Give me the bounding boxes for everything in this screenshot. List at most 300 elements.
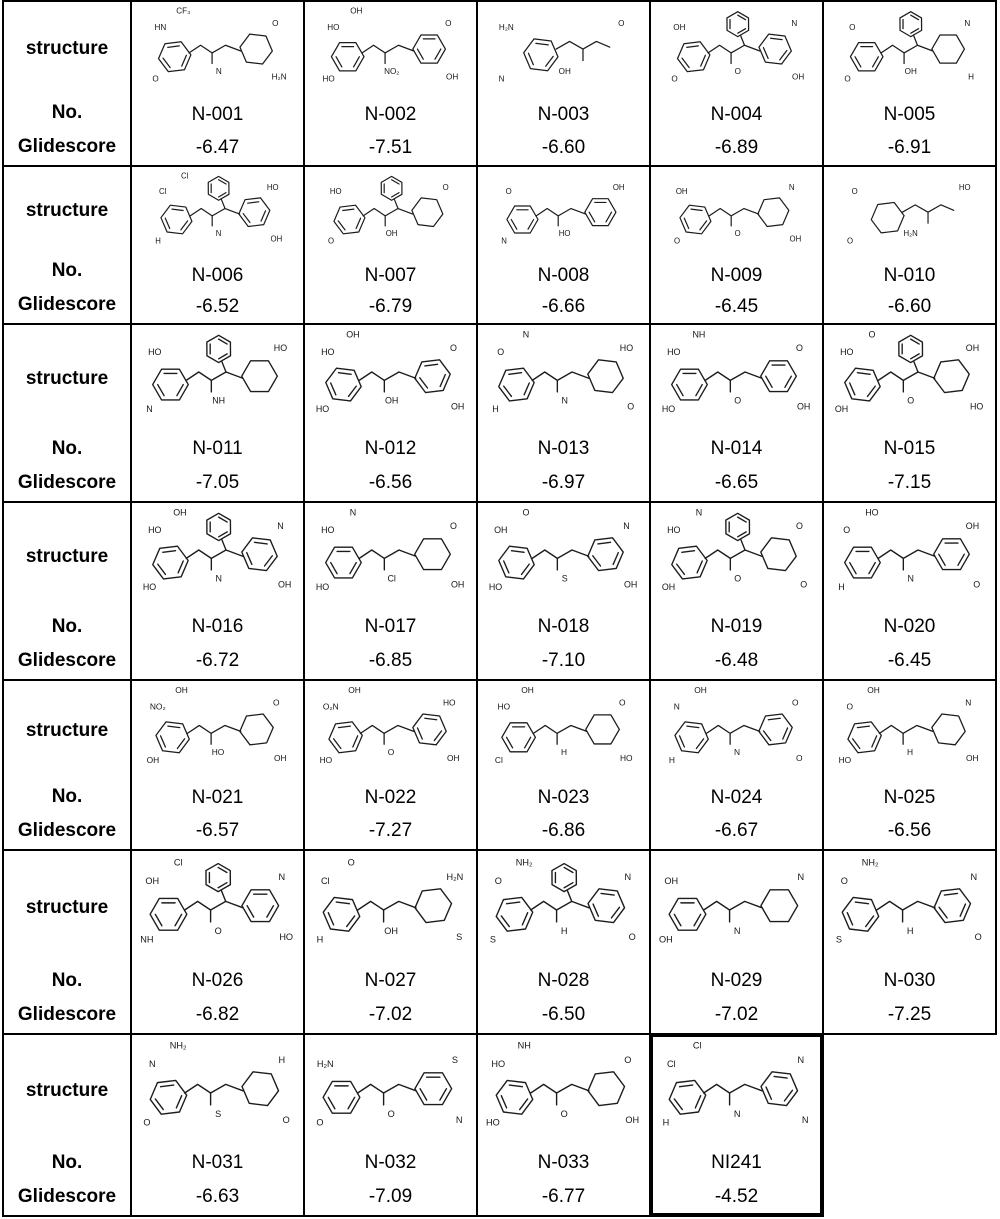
svg-text:Cl: Cl bbox=[321, 875, 331, 886]
svg-text:N: N bbox=[797, 1054, 805, 1065]
svg-text:N: N bbox=[970, 871, 978, 882]
svg-text:HO: HO bbox=[620, 753, 633, 764]
glidescore-value: -6.50 bbox=[541, 1004, 586, 1025]
glidescore-value: -7.10 bbox=[541, 650, 586, 671]
structure-drawing bbox=[651, 503, 822, 610]
compound-cell bbox=[822, 2, 995, 165]
svg-text:HO: HO bbox=[839, 347, 854, 358]
svg-text:OH: OH bbox=[834, 404, 849, 415]
svg-text:NH₂: NH₂ bbox=[862, 857, 880, 868]
compound-cell bbox=[476, 1035, 649, 1215]
svg-text:N: N bbox=[802, 1114, 809, 1125]
molecule-skeletal-drawing bbox=[657, 328, 816, 429]
svg-text:N: N bbox=[964, 19, 970, 29]
table-block-2 bbox=[2, 165, 997, 325]
molecule-skeletal-drawing bbox=[311, 506, 470, 607]
compound-no: N-015 bbox=[883, 437, 936, 459]
table-block-4 bbox=[2, 501, 997, 681]
svg-text:H: H bbox=[492, 404, 499, 415]
svg-text:O: O bbox=[848, 22, 856, 32]
svg-text:H: H bbox=[561, 747, 568, 758]
svg-text:HO: HO bbox=[322, 74, 335, 84]
compound-cell bbox=[303, 503, 476, 679]
no-row-label: No. bbox=[51, 969, 83, 991]
structure-drawing bbox=[824, 325, 995, 432]
glidescore-row-label: Glidescore bbox=[17, 294, 117, 315]
svg-text:O: O bbox=[388, 747, 395, 758]
svg-text:HO: HO bbox=[958, 182, 971, 192]
svg-text:N: N bbox=[788, 182, 795, 192]
svg-text:HO: HO bbox=[558, 228, 571, 238]
svg-text:O: O bbox=[152, 74, 159, 84]
structure-drawing bbox=[305, 851, 476, 964]
svg-text:N: N bbox=[965, 697, 972, 708]
glidescore-row-label: Glidescore bbox=[17, 472, 117, 493]
svg-text:NO₂: NO₂ bbox=[150, 701, 167, 712]
molecule-skeletal-drawing bbox=[488, 684, 638, 779]
compound-no: N-018 bbox=[537, 615, 590, 637]
svg-text:OH: OH bbox=[796, 401, 811, 412]
svg-text:HO: HO bbox=[142, 582, 157, 593]
compound-cell bbox=[822, 325, 995, 501]
no-row-label: No. bbox=[51, 101, 83, 123]
row-header-column bbox=[4, 851, 130, 1033]
structure-drawing bbox=[651, 2, 822, 100]
svg-text:O: O bbox=[497, 347, 505, 358]
glidescore-value: -6.67 bbox=[714, 820, 759, 842]
svg-text:H: H bbox=[278, 1054, 286, 1065]
svg-text:O: O bbox=[271, 19, 279, 29]
compound-no: N-012 bbox=[364, 437, 417, 459]
svg-text:HO: HO bbox=[443, 697, 457, 708]
svg-text:HO: HO bbox=[147, 525, 162, 536]
svg-text:O: O bbox=[868, 329, 876, 340]
svg-text:HO: HO bbox=[865, 507, 879, 518]
svg-text:H: H bbox=[967, 72, 974, 82]
svg-text:HO: HO bbox=[839, 755, 852, 766]
compound-cell bbox=[649, 503, 822, 679]
molecule-skeletal-drawing bbox=[837, 5, 983, 97]
molecule-skeletal-drawing bbox=[135, 1039, 299, 1143]
glidescore-value: -6.56 bbox=[368, 472, 413, 493]
table-block-5 bbox=[2, 679, 997, 851]
compound-cell bbox=[130, 503, 303, 679]
svg-text:S: S bbox=[836, 934, 843, 945]
glidescore-value: -6.66 bbox=[541, 295, 586, 317]
molecule-skeletal-drawing bbox=[830, 506, 989, 607]
structure-drawing bbox=[132, 325, 303, 432]
molecule-skeletal-drawing bbox=[318, 5, 464, 97]
svg-text:OH: OH bbox=[274, 753, 287, 764]
svg-text:OH: OH bbox=[175, 684, 189, 695]
svg-text:HO: HO bbox=[497, 701, 511, 712]
svg-text:O: O bbox=[627, 401, 634, 412]
structure-drawing bbox=[132, 167, 303, 261]
svg-text:HO: HO bbox=[491, 1058, 506, 1069]
compound-cell bbox=[130, 2, 303, 165]
compound-cell bbox=[476, 503, 649, 679]
svg-text:NO₂: NO₂ bbox=[383, 66, 400, 76]
molecule-skeletal-drawing bbox=[664, 5, 810, 97]
compound-no: N-026 bbox=[191, 969, 244, 991]
svg-text:O₂N: O₂N bbox=[323, 701, 340, 712]
glidescore-row-label: Glidescore bbox=[17, 1186, 117, 1207]
svg-text:OH: OH bbox=[348, 684, 362, 695]
compound-no: N-001 bbox=[191, 104, 244, 126]
molecule-skeletal-drawing bbox=[834, 684, 984, 779]
svg-text:O: O bbox=[348, 857, 356, 868]
compound-no: N-033 bbox=[537, 1151, 590, 1173]
svg-text:Cl: Cl bbox=[174, 857, 183, 868]
svg-text:O: O bbox=[800, 579, 807, 590]
glidescore-value: -6.47 bbox=[195, 137, 240, 158]
structure-drawing bbox=[824, 503, 995, 610]
molecule-skeletal-drawing bbox=[654, 1039, 818, 1143]
svg-text:S: S bbox=[561, 573, 568, 584]
structure-drawing bbox=[478, 325, 649, 432]
structure-drawing bbox=[132, 851, 303, 964]
svg-text:S: S bbox=[456, 931, 463, 942]
svg-text:HO: HO bbox=[666, 525, 681, 536]
svg-text:Cl: Cl bbox=[667, 1058, 677, 1069]
svg-text:H: H bbox=[907, 925, 914, 936]
svg-text:O: O bbox=[629, 931, 637, 942]
svg-text:O: O bbox=[975, 931, 983, 942]
svg-text:N: N bbox=[501, 236, 507, 246]
row-header-column bbox=[4, 2, 130, 165]
compound-no: N-030 bbox=[883, 969, 936, 991]
glidescore-value: -6.72 bbox=[195, 650, 240, 671]
svg-text:O: O bbox=[143, 1117, 151, 1128]
no-row-label: No. bbox=[51, 615, 83, 637]
svg-text:OH: OH bbox=[694, 684, 708, 695]
compound-no: N-023 bbox=[537, 786, 590, 808]
glidescore-value: -6.60 bbox=[541, 137, 586, 158]
svg-text:NH: NH bbox=[692, 329, 706, 340]
svg-text:O: O bbox=[907, 395, 915, 406]
compound-cell bbox=[130, 167, 303, 323]
structure-drawing bbox=[132, 681, 303, 782]
svg-text:O: O bbox=[316, 1117, 324, 1128]
molecule-skeletal-drawing bbox=[491, 5, 637, 97]
compound-cell bbox=[303, 325, 476, 501]
svg-text:HO: HO bbox=[329, 186, 342, 196]
structure-drawing bbox=[132, 503, 303, 610]
structure-drawing bbox=[305, 2, 476, 100]
structure-drawing bbox=[478, 681, 649, 782]
compound-no: N-032 bbox=[364, 1151, 417, 1173]
svg-text:O: O bbox=[847, 701, 854, 712]
compound-cell bbox=[476, 2, 649, 165]
svg-text:HO: HO bbox=[486, 1117, 501, 1128]
svg-text:OH: OH bbox=[147, 755, 160, 766]
svg-text:O: O bbox=[843, 525, 851, 536]
structure-drawing bbox=[478, 167, 649, 261]
svg-text:HO: HO bbox=[666, 347, 681, 358]
compound-cell bbox=[649, 681, 822, 849]
row-header-column bbox=[4, 1035, 130, 1215]
svg-text:O: O bbox=[973, 579, 980, 590]
svg-text:H₂N: H₂N bbox=[903, 228, 918, 238]
row-header-column bbox=[4, 167, 130, 323]
svg-text:OH: OH bbox=[450, 579, 465, 590]
compound-no: N-009 bbox=[710, 264, 763, 286]
compound-no: NI241 bbox=[711, 1151, 762, 1173]
no-row-label: No. bbox=[51, 785, 83, 807]
glidescore-row-label: Glidescore bbox=[17, 650, 117, 671]
structure-row-label: structure bbox=[25, 896, 109, 918]
molecule-skeletal-drawing bbox=[142, 684, 292, 779]
svg-text:OH: OH bbox=[659, 934, 674, 945]
svg-text:N: N bbox=[498, 74, 505, 84]
svg-text:HO: HO bbox=[619, 343, 634, 354]
compound-cell bbox=[649, 167, 822, 323]
svg-text:N: N bbox=[215, 66, 222, 76]
glidescore-value: -6.45 bbox=[714, 295, 759, 317]
structure-drawing bbox=[305, 167, 476, 261]
svg-text:NH₂: NH₂ bbox=[170, 1040, 188, 1051]
structure-drawing bbox=[478, 851, 649, 964]
svg-text:H₂N: H₂N bbox=[271, 72, 287, 82]
structure-row-label: structure bbox=[25, 38, 109, 59]
compound-no: N-020 bbox=[883, 615, 936, 637]
svg-text:O: O bbox=[619, 697, 626, 708]
glidescore-row-label: Glidescore bbox=[17, 820, 117, 841]
svg-text:Cl: Cl bbox=[387, 573, 396, 584]
svg-text:Cl: Cl bbox=[495, 755, 504, 766]
molecule-skeletal-drawing bbox=[148, 170, 287, 258]
svg-text:OH: OH bbox=[791, 72, 804, 82]
molecule-skeletal-drawing bbox=[667, 170, 806, 258]
svg-text:N: N bbox=[149, 1058, 157, 1069]
glidescore-value: -6.60 bbox=[887, 295, 932, 317]
compound-cell bbox=[130, 1035, 303, 1215]
molecule-skeletal-drawing bbox=[481, 1039, 645, 1143]
compound-no: N-006 bbox=[191, 264, 244, 286]
glidescore-value: -7.02 bbox=[368, 1004, 413, 1025]
compound-cell bbox=[649, 2, 822, 165]
svg-text:N: N bbox=[734, 1108, 741, 1119]
glidescore-value: -6.89 bbox=[714, 137, 759, 158]
svg-text:HO: HO bbox=[147, 347, 162, 358]
svg-text:OH: OH bbox=[384, 395, 399, 406]
compound-no: N-025 bbox=[883, 786, 936, 808]
compound-cell bbox=[822, 503, 995, 679]
structure-drawing bbox=[305, 503, 476, 610]
structure-drawing bbox=[651, 851, 822, 964]
svg-text:O: O bbox=[442, 182, 449, 192]
glidescore-row-label: Glidescore bbox=[17, 136, 117, 157]
compound-no: N-024 bbox=[710, 786, 763, 808]
table-block-3 bbox=[2, 323, 997, 503]
compound-cell bbox=[130, 325, 303, 501]
structure-drawing bbox=[305, 681, 476, 782]
svg-text:O: O bbox=[795, 343, 803, 354]
svg-text:N: N bbox=[623, 521, 630, 532]
structure-row-label: structure bbox=[25, 199, 109, 221]
svg-text:H: H bbox=[907, 747, 914, 758]
svg-text:OH: OH bbox=[450, 401, 465, 412]
compound-no: N-021 bbox=[191, 786, 244, 808]
svg-text:Cl: Cl bbox=[693, 1040, 702, 1051]
svg-text:O: O bbox=[734, 66, 741, 76]
svg-text:OH: OH bbox=[384, 925, 399, 936]
molecule-skeletal-drawing bbox=[827, 856, 991, 960]
svg-text:OH: OH bbox=[445, 72, 458, 82]
svg-text:S: S bbox=[490, 934, 497, 945]
svg-text:NH₂: NH₂ bbox=[516, 857, 534, 868]
svg-text:HO: HO bbox=[320, 347, 335, 358]
svg-text:N: N bbox=[561, 395, 568, 406]
compound-cell bbox=[303, 1035, 476, 1215]
svg-text:N: N bbox=[695, 507, 702, 518]
molecule-skeletal-drawing bbox=[481, 856, 645, 960]
glidescore-value: -6.48 bbox=[714, 650, 759, 671]
svg-text:OH: OH bbox=[904, 66, 917, 76]
svg-text:N: N bbox=[349, 507, 356, 518]
svg-text:OH: OH bbox=[270, 234, 283, 244]
svg-text:N: N bbox=[734, 925, 741, 936]
svg-text:HO: HO bbox=[315, 582, 330, 593]
svg-text:NH: NH bbox=[518, 1040, 532, 1051]
svg-text:OH: OH bbox=[346, 329, 360, 340]
svg-text:OH: OH bbox=[623, 579, 638, 590]
structure-drawing bbox=[305, 1035, 476, 1146]
glidescore-value: -6.63 bbox=[195, 1186, 240, 1207]
svg-text:OH: OH bbox=[661, 582, 676, 593]
svg-text:OH: OH bbox=[867, 684, 881, 695]
svg-text:S: S bbox=[452, 1054, 459, 1065]
molecule-skeletal-drawing bbox=[484, 506, 643, 607]
svg-text:OH: OH bbox=[966, 753, 979, 764]
molecule-skeletal-drawing bbox=[315, 684, 465, 779]
glidescore-value: -6.52 bbox=[195, 295, 240, 317]
svg-text:HO: HO bbox=[320, 755, 333, 766]
molecule-skeletal-drawing bbox=[308, 856, 472, 960]
structure-row-label: structure bbox=[25, 545, 109, 567]
molecule-skeletal-drawing bbox=[135, 856, 299, 960]
svg-text:N: N bbox=[146, 404, 153, 415]
svg-text:OH: OH bbox=[277, 579, 292, 590]
svg-text:N: N bbox=[624, 871, 632, 882]
glidescore-value: -7.15 bbox=[887, 472, 932, 493]
molecule-skeletal-drawing bbox=[840, 170, 979, 258]
row-header-column bbox=[4, 503, 130, 679]
molecule-skeletal-drawing bbox=[145, 5, 291, 97]
no-row-label: No. bbox=[51, 259, 83, 281]
svg-text:CF₃: CF₃ bbox=[175, 6, 191, 16]
molecule-skeletal-drawing bbox=[308, 1039, 472, 1143]
svg-text:OH: OH bbox=[675, 186, 688, 196]
svg-text:N: N bbox=[277, 521, 284, 532]
svg-text:O: O bbox=[795, 521, 803, 532]
compound-no: N-029 bbox=[710, 969, 763, 991]
svg-text:N: N bbox=[734, 747, 741, 758]
svg-text:HO: HO bbox=[315, 404, 330, 415]
svg-text:O: O bbox=[449, 343, 457, 354]
svg-text:Cl: Cl bbox=[180, 171, 189, 181]
svg-text:NH: NH bbox=[140, 934, 154, 945]
structure-row-label: structure bbox=[25, 719, 109, 741]
glidescore-value: -7.05 bbox=[195, 472, 240, 493]
glidescore-value: -6.79 bbox=[368, 295, 413, 317]
svg-text:N: N bbox=[797, 871, 805, 882]
svg-text:H: H bbox=[838, 582, 845, 593]
compound-cell bbox=[130, 681, 303, 849]
svg-text:O: O bbox=[673, 236, 680, 246]
table-block-1 bbox=[2, 0, 997, 167]
glidescore-value: -7.27 bbox=[368, 820, 413, 842]
compound-cell bbox=[476, 681, 649, 849]
structure-drawing bbox=[478, 503, 649, 610]
svg-text:O: O bbox=[449, 521, 457, 532]
svg-text:O: O bbox=[444, 19, 452, 29]
table-block-6 bbox=[2, 849, 997, 1035]
svg-text:O: O bbox=[792, 697, 799, 708]
svg-text:OH: OH bbox=[349, 6, 363, 16]
structure-drawing bbox=[824, 851, 995, 964]
glidescore-value: -7.09 bbox=[368, 1186, 413, 1207]
compound-cell bbox=[303, 851, 476, 1033]
svg-text:HO: HO bbox=[661, 404, 676, 415]
svg-text:OH: OH bbox=[612, 182, 625, 192]
molecule-skeletal-drawing bbox=[830, 328, 989, 429]
svg-text:O: O bbox=[851, 186, 858, 196]
glidescore-value: -6.45 bbox=[887, 650, 932, 671]
svg-text:O: O bbox=[273, 697, 280, 708]
compound-no: N-003 bbox=[537, 104, 590, 126]
compound-no: N-007 bbox=[364, 264, 417, 286]
svg-text:HO: HO bbox=[320, 525, 335, 536]
svg-text:OH: OH bbox=[965, 343, 980, 354]
compound-no: N-010 bbox=[883, 264, 936, 286]
compound-cell bbox=[476, 167, 649, 323]
svg-text:HO: HO bbox=[279, 931, 294, 942]
compound-no: N-008 bbox=[537, 264, 590, 286]
svg-text:N: N bbox=[522, 329, 529, 340]
svg-text:NH: NH bbox=[212, 395, 225, 406]
svg-text:OH: OH bbox=[558, 66, 571, 76]
structure-drawing bbox=[478, 2, 649, 100]
svg-text:OH: OH bbox=[672, 22, 686, 32]
svg-text:O: O bbox=[734, 573, 742, 584]
compound-no: N-031 bbox=[191, 1151, 244, 1173]
svg-text:OH: OH bbox=[664, 875, 679, 886]
svg-text:O: O bbox=[734, 395, 742, 406]
structure-drawing bbox=[132, 2, 303, 100]
svg-text:OH: OH bbox=[789, 234, 802, 244]
svg-text:H₂N: H₂N bbox=[446, 871, 464, 882]
compound-no: N-016 bbox=[191, 615, 244, 637]
compound-no: N-019 bbox=[710, 615, 763, 637]
molecule-skeletal-drawing bbox=[321, 170, 460, 258]
row-header-column bbox=[4, 325, 130, 501]
compound-no: N-027 bbox=[364, 969, 417, 991]
compound-cell bbox=[476, 851, 649, 1033]
compound-cell bbox=[476, 325, 649, 501]
svg-text:H: H bbox=[669, 755, 676, 766]
svg-text:H: H bbox=[662, 1117, 670, 1128]
svg-text:H₂N: H₂N bbox=[498, 22, 514, 32]
structure-drawing bbox=[478, 1035, 649, 1146]
svg-text:HO: HO bbox=[326, 22, 340, 32]
svg-text:O: O bbox=[617, 19, 625, 29]
svg-text:O: O bbox=[388, 1108, 396, 1119]
compound-cell bbox=[822, 851, 995, 1033]
svg-text:HO: HO bbox=[266, 182, 279, 192]
svg-text:N: N bbox=[456, 1114, 463, 1125]
glidescore-value: -7.51 bbox=[368, 137, 413, 158]
